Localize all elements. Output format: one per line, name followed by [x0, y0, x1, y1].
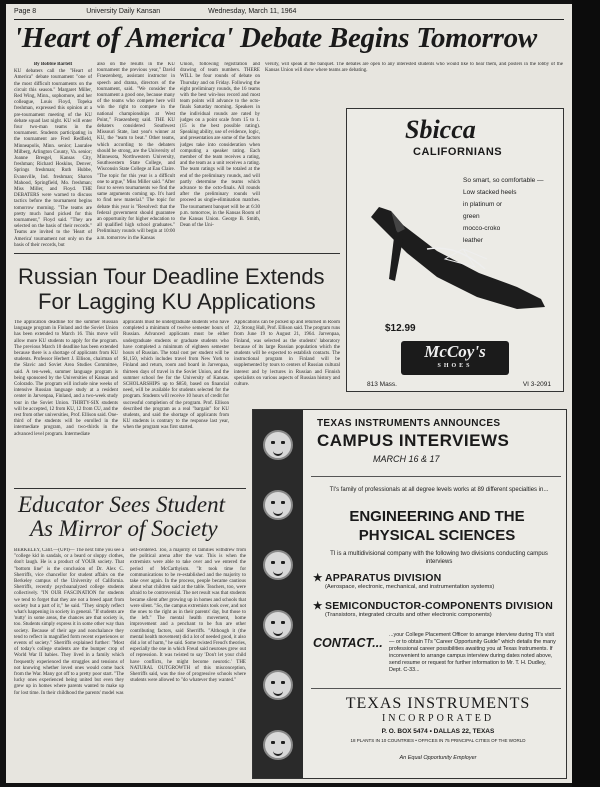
ti-engineering-heading [319, 507, 555, 545]
ti-semiconductor-division [313, 600, 563, 618]
ti-contact-text: ...your College Placement Officer to arrange interview during TI's visit — or to obtain TI's "Career Opportunity Guide" which details the many professional career possibilities awaiting you at Texas Instruments. If inconvenient to arrange campus interview during dates noted above, send resume or request for further information to Mr. T. H. Dudley, Dept. C-33... [389, 632, 556, 673]
russian-text-3: Applications can be picked up and returned in Room 22, Strong Hall, Prof. Ellison said. The program runs from June 19 to August 21, 1964. Jarvenpaa, Finland, was selected as the students' laboratory because of its large Russian population which the students will be expected to establish contacts. The instructional program in Finland will be supplemented by tours to centers of Russian cultural interest and by lectures in Russian and Finnish specialists on various aspects of Russian history and culture. [234, 320, 340, 388]
face-icon [263, 490, 293, 520]
ti-campus-interviews: CAMPUS INTERVIEWS [317, 431, 510, 450]
sbicca-logo: Sbicca [405, 115, 476, 144]
debate-column-3 [180, 62, 260, 248]
shoe-copy-line: leather [463, 237, 483, 244]
ti-eng-line-1: ENGINEERING AND THE [349, 508, 525, 525]
ti-equal-opportunity: An Equal Opportunity Employer [399, 755, 477, 761]
ti-divisions-intro: TI is a multidivisional company with the following two divisions conducting campus interviews [330, 551, 548, 565]
educator-column-1 [14, 548, 124, 780]
star-icon: ★ [313, 600, 323, 612]
debate-text-3: Union, following registration and drawing of team numbers. THERE WILL be four rounds of debate on Thursday and on Friday. Following the eight preliminary rounds, the 16 teams with the best win-loss record and most team points will advance to the octo-finals Saturday morning. Speakers in the individual rounds are rated by judges on a point scale from 15 to 1. (15 is the best possible rating). Speaking ability, use of evidence, logic, and presentation are some of the factors judges take into consideration when computing a speaker rating. Each member of the team receives a rating, and the team as a unit receives a rating. The team ratings will be totaled at the end of the preliminary rounds, and will partly determine the teams which advance to the octo-finals. All rounds after the preliminary rounds will proceed as single-elimination matches. The tournament banquet will be at 6:30 p.m. tomorrow, in the Kansas Room of the Kansas Union. George B. Smith, Dean of the Uni- [180, 62, 260, 229]
face-icon [263, 730, 293, 760]
mccoys-logo [401, 341, 509, 375]
russian-column-1 [14, 320, 118, 484]
store-name: McCoy's [424, 342, 486, 361]
section-rule-2 [14, 488, 246, 489]
portrait-strip [253, 410, 303, 779]
ti-divider [311, 476, 561, 477]
face-icon [263, 550, 293, 580]
russian-headline-line-2: For Lagging KU Applications [38, 289, 316, 314]
div2-name: SEMICONDUCTOR-COMPONENTS DIVISION [325, 600, 554, 612]
ti-interview-dates: MARCH 16 & 17 [373, 454, 440, 464]
ti-plants: 18 PLANTS IN 10 COUNTRIES • OFFICES IN 75 PRINCIPAL CITIES OF THE WORLD [350, 738, 526, 743]
paper-name: University Daily Kansan [86, 8, 161, 15]
debate-text-4: versity, will speak at the banquet. The debates are open to any interested students who would like to hear them, and posters in the lobby of the Kansas Union will show where teams are debating. [265, 62, 563, 74]
page-number: Page 8 [14, 8, 37, 15]
californians-label: CALIFORNIANS [413, 146, 503, 158]
shoe-advertisement [346, 108, 564, 392]
ti-intro: TI's family of professionals at all degree levels works at 89 different specialties in... [329, 487, 549, 493]
shoe-copy-line: in platinum or [463, 201, 503, 208]
debate-text-1: KU debaters call the "Heart of America" debate tournament "one of the most difficult tournaments on the circuit this season." Margaret Miller, Red Wing, Minn., sophomore, and her colleague, Louis Floyd, Topeka freshman, expressed this opinion at a pre-tournament meeting of the KU debate squad last night. KU will enter four two-man teams in the tournament. Students participating in the tournament are Fred Redfield, Minneapolis, Minn. senior; Lauralee Milberg, Arlington County, Va. senior; Joanne Bresgel, Kansas City, freshman; Richard Hoskins, Denver, Springs freshman; Ruth Hubbe, Evansville, Ind. freshman; Sharon Mahood, Springfield, Mo. freshman; Miss Miller, and Floyd. THE DEBATERS were warned to discuss tactics before the tournament begins tomorrow morning. "The teams are pretty much hand picked for this tournament," Floyd said. "They are selected on the basis of their records." Teams are invited to the 'Heart of America' tournament not only on the basis of their records, but [14, 69, 92, 248]
debate-text-2: also on the results in the KU tournament the previous year," David Fraezenberg, assistant instructor in speech and drama, directors of the tournament, said. "We consider the tournament a good one, because many of the teams who compete here will win the right to compete in the national championships at West Point," Fraezenberg said. THE KU debaters considered Southwest Missouri State, last year's winner at KU, the "team to beat." Other teams, which according to the debaters should be strong, are the University of Minnesota, Northwestern University, Southwestern State College, and Wisconsin State College at Eau Claire. "The topic for this year is a difficult one to argue," Miss Miller said. "After four to seven tournaments we find the same arguments coming up. It's hard to find new material." The topic for debate this year is "Resolved: that the federal government should guarantee an opportunity for higher education to all qualified high school graduates." Preliminary rounds will begin at 10:00 a.m. tomorrow in the Kansas [97, 62, 175, 241]
debate-column-1 [14, 62, 92, 248]
debate-column-2 [97, 62, 175, 248]
face-icon [263, 610, 293, 640]
russian-headline-line-1: Russian Tour Deadline Extends [18, 264, 325, 289]
face-icon [263, 430, 293, 460]
div2-description: (Transistors, integrated circuits and other electronic components) [325, 612, 492, 618]
educator-text-1: BERKELEY, Calif.—(UPI)— The next time you see a "college kid in sandals, or a beard or sloppy clothes, don't laugh. He is a product of YOUR society. That "bottom line" is the conclusion of Dr. Alex C. Sherriffs, vice chancellor for student affairs on the Berkeley campus of the University of California. Sherriffs, recently psychoanalyzed college students collectively. "IN OUR FASCINATION for students we tend to forget that they are not a breed apart from society but a part of it," he said. "They simply reflect what's happening in society in general. "If students are 'nutty' in some areas, the chances are that society is, too. Students simply express it in some other way than society. Because of their age and nonchalance they tend to reflect in magnified form recent experiences or events of society." Sherriffs explained further: "Most of today's college students are the bumper crop of World War II babies. They lived in a family which frequently experienced the struggles and tensions of not knowing whether loved ones would come back from the War. Many got off to a pretty poor start. "The lucky ones experienced being united but even they grew up in homes where parents wanted to make up for lost time. In their childhood the parents' model was [14, 548, 124, 696]
store-phone: VI 3-2091 [522, 381, 551, 388]
educator-column-2 [130, 548, 246, 780]
russian-column-3 [234, 320, 340, 410]
shoe-copy-line: So smart, so comfortable — [463, 177, 544, 184]
newspaper-page [6, 4, 572, 783]
masthead-rule [14, 19, 564, 20]
ti-logo-name: TEXAS INSTRUMENTS [345, 695, 531, 712]
shoe-illustration [367, 189, 552, 319]
russian-text-1: The application deadline for the summer Russian language program in Finland and the Soviet Union has been extended to March 16. This move will allow more KU students to apply for the program. The previous March 10 deadline has been extended because there is a shortage of applicants from KU students. Professor Herbert J. Ellison, chairman of the Slavic and Soviet Area Studies Committee, said. A ten-week, summer language program is being sponsored by the Universities of Kansas and Colorado. The program will include nine weeks of intensive Russian language study at a resident center in Jarvenpaa, Finland, and a two-week study tour in the Soviet Union. THIRTY-SIX students will be accepted, 12 from KU, 12 from CU, and the rest from other universities, Prof. Ellison said. One-third of the students will be enrolled in the intermediate program, and two-thirds in the advanced level program. Intermediate [14, 320, 118, 437]
ti-announces: TEXAS INSTRUMENTS ANNOUNCES [317, 418, 501, 429]
debate-headline: 'Heart of America' Debate Begins Tomorrow [14, 22, 537, 54]
shoe-copy-line: Low stacked heels [463, 189, 517, 196]
div1-description: (Aerospace, electronic, mechanical, and instrumentation systems) [325, 584, 495, 590]
debate-byline: By Bobbie Bartelt [33, 62, 73, 67]
shoe-copy-line: mocco-croko [463, 225, 501, 232]
russian-text-2: applicants must be undergraduate students who have completed a minimum of twelve semester hours of Russian. Advanced applicants must be either undergraduate students or graduate students who have completed a minimum of eighteen semester hours of Russian. The total cost per student will be $1,150, which includes travel from New York to Finland and return, room and board in Jarvenpaa, thirteen days of travel in the Soviet Union, and the summer school fee for the University of Kansas. SCHOLARSHIPS up to $850, based on financial need, will be available for students selected for the program. Students will receive 10 hours of credit for successful completion of the program. Prof. Ellison described the program as a real "bargain" for KU students, and said the shortage of applicants from KU students is contrary to the response last year, when the program was first started. [123, 320, 229, 431]
debate-column-4 [265, 62, 563, 76]
shoe-copy-line: green [463, 213, 480, 220]
issue-date: Wednesday, March 11, 1964 [208, 8, 297, 15]
section-rule-1 [14, 253, 340, 254]
educator-text-2: self-centered. Too, a majority of families withdrew from the political arena after the war. This is when the extremists were able to take over and we entered the period of McCarthyism. "It took time for communications to be re-established and the majority to take over again. In the process, people became cautious about what children said at the table. Teachers, too, were afraid to be controversial. The net result was that students became silent after growing up in homes and schools that were silent. "So, the campus extremists took over, and not the ones to the right as in their parents' day, but those to the left." The mental health movement, home improvement and a penchant to be fun are other contributing factors, said Sherriffs. "Although it (the mental health movement) did a lot of needed good, it also did a lot of harm," he said. Some twisted Freud's theories, especially the one in which Freud said neuroses grew out of repression. It was twisted to say 'Don't let your child have conflicts, he might become neurotic.' THE NATURAL OUTGROWTH of this misconception, Sherriffs said, was the rise of progressive schools where students were allowed to "do whatever they wanted." [130, 548, 246, 684]
ti-contact-label: CONTACT... [313, 636, 383, 650]
educator-headline-line-1: Educator Sees Student [18, 492, 225, 517]
ti-address: P. O. BOX 5474 • DALLAS 22, TEXAS [381, 728, 495, 735]
ti-apparatus-division [313, 572, 563, 590]
ti-logo-incorporated: INCORPORATED [381, 713, 495, 724]
texas-instruments-advertisement [252, 409, 567, 779]
ti-eng-line-2: PHYSICAL SCIENCES [358, 527, 516, 544]
face-icon [263, 670, 293, 700]
educator-headline-line-2: As Mirror of Society [30, 516, 218, 541]
star-icon: ★ [313, 572, 323, 584]
store-address: 813 Mass. [367, 381, 397, 388]
shoe-price: $12.99 [385, 323, 416, 334]
store-subtitle: SHOES [437, 363, 473, 369]
div1-name: APPARATUS DIVISION [325, 572, 442, 584]
ti-divider [311, 688, 561, 689]
russian-column-2 [123, 320, 229, 484]
scan-edge [572, 0, 600, 787]
